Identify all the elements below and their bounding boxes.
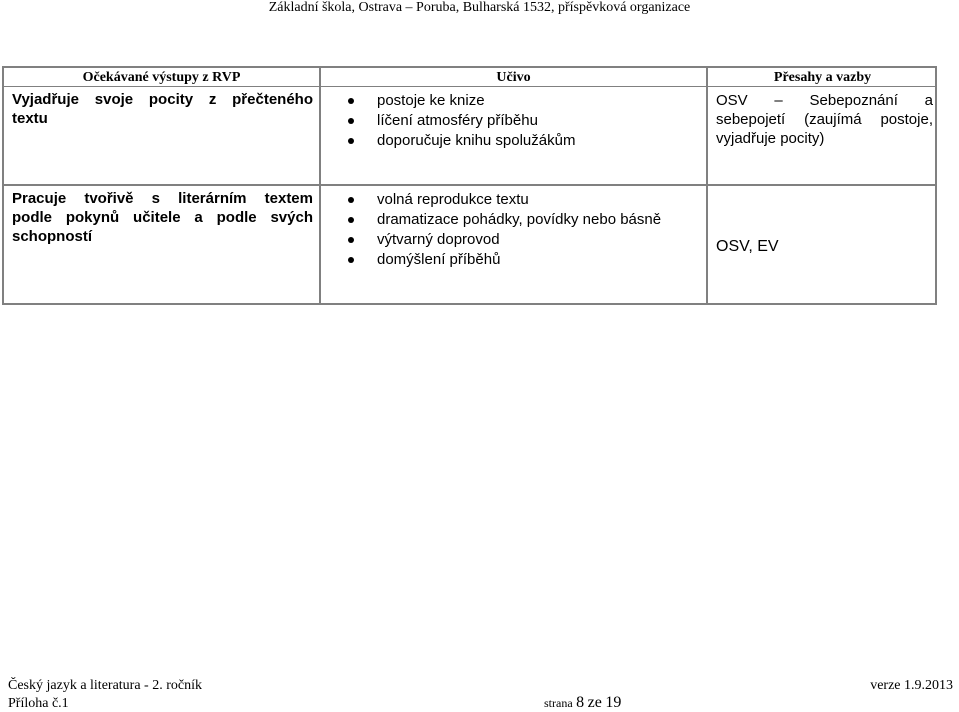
row-2-curriculum [321,190,706,270]
row-1-curriculum [321,91,706,151]
outcome-line: Pracuje tvořivě s literárním textem [12,190,313,207]
page-total: 19 [605,694,622,711]
row-1-outcome [4,90,319,128]
links-line: sebepojetí (zaujímá postoje, [716,111,933,128]
row-2-outcome [4,189,319,246]
page-number [544,695,621,712]
bullet-icon [348,217,354,223]
row-2-links: OSV, EV [716,238,779,255]
bullet-icon [348,98,354,104]
outcome-line: Vyjadřuje svoje pocity z přečteného [12,91,313,108]
links-line: OSV – Sebepoznání a [716,92,933,109]
page-prefix: strana [544,696,573,710]
outcome-line: podle pokynů učitele a podle svých [12,209,313,226]
curriculum-item: doporučuje knihu spolužákům [321,131,706,151]
bullet-icon [348,197,354,203]
document-header [0,0,959,16]
bullet-icon [348,257,354,263]
bullet-icon [348,118,354,124]
column-header-links: Přesahy a vazby [773,70,872,85]
footer-attachment: Příloha č.1 [8,696,69,711]
curriculum-item: dramatizace pohádky, povídky nebo básně [321,210,706,230]
school-name: Základní škola, Ostrava – Poruba, Bulharská 1532, příspěvková organizace [268,0,691,15]
curriculum-item: výtvarný doprovod [321,230,706,250]
bullet-icon [348,237,354,243]
curriculum-item: domýšlení příběhů [321,250,706,270]
bullet-icon [348,138,354,144]
page-mid: ze [587,694,602,711]
column-header-outcomes: Očekávané výstupy z RVP [82,70,241,85]
outcome-line: textu [12,110,48,127]
header-divider [4,86,935,87]
footer-subject: Český jazyk a literatura - 2. ročník [8,678,202,693]
curriculum-item: postoje ke knize [321,91,706,111]
row-1-links [708,91,939,148]
footer-version: verze 1.9.2013 [870,678,953,693]
curriculum-item: volná reprodukce textu [321,190,706,210]
page-current: 8 [576,694,585,711]
curriculum-table [2,66,937,305]
curriculum-item: líčení atmosféry příběhu [321,111,706,131]
links-line: vyjadřuje pocity) [716,130,825,147]
outcome-line: schopností [12,228,93,245]
row-divider [4,184,935,186]
column-header-curriculum: Učivo [496,70,531,85]
